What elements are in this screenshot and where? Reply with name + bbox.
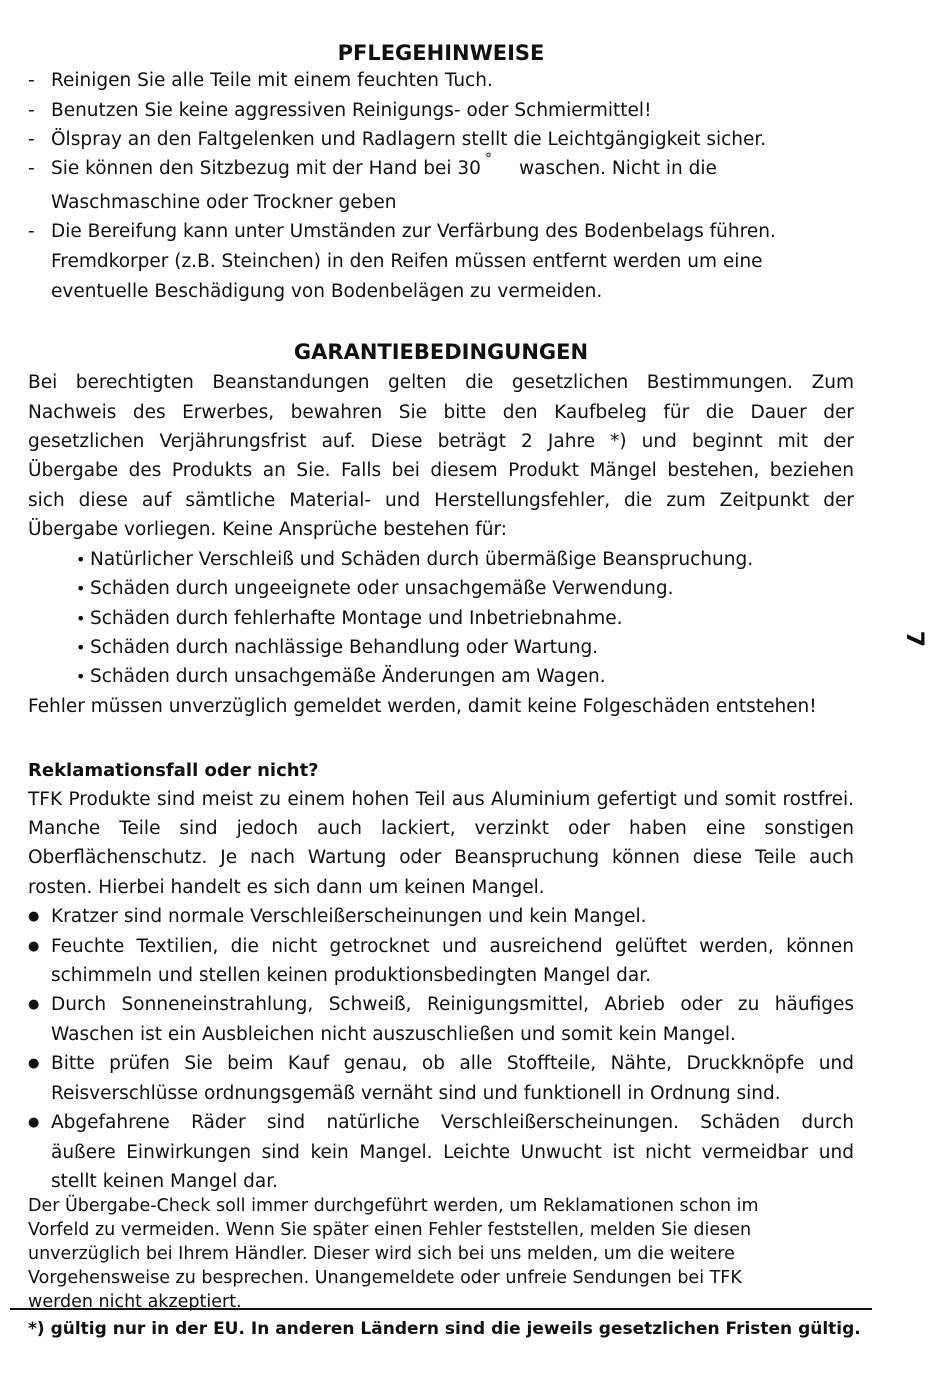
bullet-marker: • xyxy=(76,579,86,598)
bullet-marker: • xyxy=(76,609,86,628)
bullet-marker: • xyxy=(76,638,86,657)
bullet-marker: • xyxy=(76,550,86,569)
warranty-text-line: gesetzlichen Verjährungsfrist auf. Diese beträgt 2 Jahre *) und beginnt mit der xyxy=(28,431,854,452)
complaint-text-line: Oberflächenschutz. Je nach Wartung oder Beanspruchung können diese Teile auch xyxy=(28,847,854,868)
care-item: Benutzen Sie keine aggressiven Reinigungs- oder Schmiermittel! xyxy=(51,100,652,121)
bullet-marker: ● xyxy=(28,1056,40,1071)
handover-text-line: Der Übergabe-Check soll immer durchgeführt werden, um Reklamationen schon im xyxy=(28,1196,759,1216)
care-item: Reinigen Sie alle Teile mit einem feuchten Tuch. xyxy=(51,70,493,91)
handover-text-line: werden nicht akzeptiert. xyxy=(28,1292,242,1312)
dash-marker: - xyxy=(28,129,35,150)
dash-marker: - xyxy=(28,221,35,242)
care-item-continuation: eventuelle Beschädigung von Bodenbelägen zu vermeiden. xyxy=(51,281,603,302)
care-heading: PFLEGEHINWEISE xyxy=(337,41,545,65)
complaint-item: Abgefahrene Räder sind natürliche Verschleißerscheinungen. Schäden durch xyxy=(51,1112,854,1133)
complaint-text-line: TFK Produkte sind meist zu einem hohen Teil aus Aluminium gefertigt und somit rostfrei. xyxy=(28,789,854,810)
warranty-text-line: Bei berechtigten Beanstandungen gelten die gesetzlichen Bestimmungen. Zum xyxy=(28,372,854,393)
warranty-text-line: Nachweis des Erwerbes, bewahren Sie bitte den Kaufbeleg für die Dauer der xyxy=(28,402,854,423)
handover-text-line: Vorfeld zu vermeiden. Wenn Sie später einen Fehler feststellen, melden Sie diesen xyxy=(28,1220,752,1240)
exclusion-item: Schäden durch nachlässige Behandlung oder Wartung. xyxy=(90,637,599,658)
complaint-item-continuation: äußere Einwirkungen sind kein Mangel. Leichte Unwucht ist nicht vermeidbar und xyxy=(51,1142,854,1163)
dash-marker: - xyxy=(28,158,35,179)
footnote-divider xyxy=(10,1308,872,1310)
complaint-item: Bitte prüfen Sie beim Kauf genau, ob alle Stoffteile, Nähte, Druckknöpfe und xyxy=(51,1053,854,1074)
care-item: Ölspray an den Faltgelenken und Radlagern stellt die Leichtgängigkeit sicher. xyxy=(51,129,767,150)
complaint-item: Kratzer sind normale Verschleißerscheinungen und kein Mangel. xyxy=(51,906,647,927)
complaint-item: Durch Sonneneinstrahlung, Schweiß, Reinigungsmittel, Abrieb oder zu häufiges xyxy=(51,994,854,1015)
complaint-item: Feuchte Textilien, die nicht getrocknet und ausreichend gelüftet werden, können xyxy=(51,936,854,957)
care-item-continuation: Waschmaschine oder Trockner geben xyxy=(51,192,397,213)
complaint-text-line: rosten. Hierbei handelt es sich dann um keinen Mangel. xyxy=(28,877,545,898)
dash-marker: - xyxy=(28,100,35,121)
care-item: Sie können den Sitzbezug mit der Hand bei 30 xyxy=(51,158,481,179)
exclusion-item: Schäden durch ungeeignete oder unsachgemäße Verwendung. xyxy=(90,578,674,599)
bullet-marker: • xyxy=(76,667,86,686)
complaint-heading: Reklamationsfall oder nicht? xyxy=(28,760,319,781)
bullet-marker: ● xyxy=(28,939,40,954)
handover-text-line: Vorgehensweise zu besprechen. Unangemeldete oder unfreie Sendungen bei TFK xyxy=(28,1268,742,1288)
handover-text-line: unverzüglich bei Ihrem Händler. Dieser wird sich bei uns melden, um die weitere xyxy=(28,1244,735,1264)
bullet-marker: ● xyxy=(28,997,40,1012)
warranty-text-line: sich diese auf sämtliche Material- und Herstellungsfehler, die zum Zeitpunkt der xyxy=(28,490,854,511)
warranty-heading: GARANTIEBEDINGUNGEN xyxy=(293,340,589,364)
complaint-item-continuation: Waschen ist ein Ausbleichen nicht auszuschließen und somit kein Mangel. xyxy=(51,1024,736,1045)
exclusion-item: Schäden durch fehlerhafte Montage und Inbetriebnahme. xyxy=(90,608,623,629)
footnote: *) gültig nur in der EU. In anderen Ländern sind die jeweils gesetzlichen Fristen gültig. xyxy=(28,1319,861,1339)
exclusion-item: Natürlicher Verschleiß und Schäden durch übermäßige Beanspruchung. xyxy=(90,549,754,570)
warranty-closing: Fehler müssen unverzüglich gemeldet werden, damit keine Folgeschäden entstehen! xyxy=(28,696,817,717)
warranty-text-line: Übergabe vorliegen. Keine Ansprüche bestehen für: xyxy=(28,519,508,540)
complaint-item-continuation: Reisverschlüsse ordnungsgemäß vernäht sind und funktionell in Ordnung sind. xyxy=(51,1083,781,1104)
complaint-item-continuation: stellt keinen Mangel dar. xyxy=(51,1171,279,1192)
complaint-item-continuation: schimmeln und stellen keinen produktionsbedingten Mangel dar. xyxy=(51,965,652,986)
care-item: Die Bereifung kann unter Umständen zur Verfärbung des Bodenbelags führen. xyxy=(51,221,776,242)
page-number: 7 xyxy=(901,630,929,648)
care-item-continuation: Fremdkorper (z.B. Steinchen) in den Reifen müssen entfernt werden um eine xyxy=(51,251,763,272)
complaint-text-line: Manche Teile sind jedoch auch lackiert, verzinkt oder haben eine sonstigen xyxy=(28,818,854,839)
dash-marker: - xyxy=(28,70,35,91)
bullet-marker: ● xyxy=(28,909,40,924)
care-item-continuation: waschen. Nicht in die xyxy=(519,158,717,179)
exclusion-item: Schäden durch unsachgemäße Änderungen am Wagen. xyxy=(90,666,606,687)
bullet-marker: ● xyxy=(28,1115,40,1130)
warranty-text-line: Übergabe des Produkts an Sie. Falls bei diesem Produkt Mängel bestehen, beziehen xyxy=(28,460,854,481)
degree-symbol: ° xyxy=(485,151,492,167)
